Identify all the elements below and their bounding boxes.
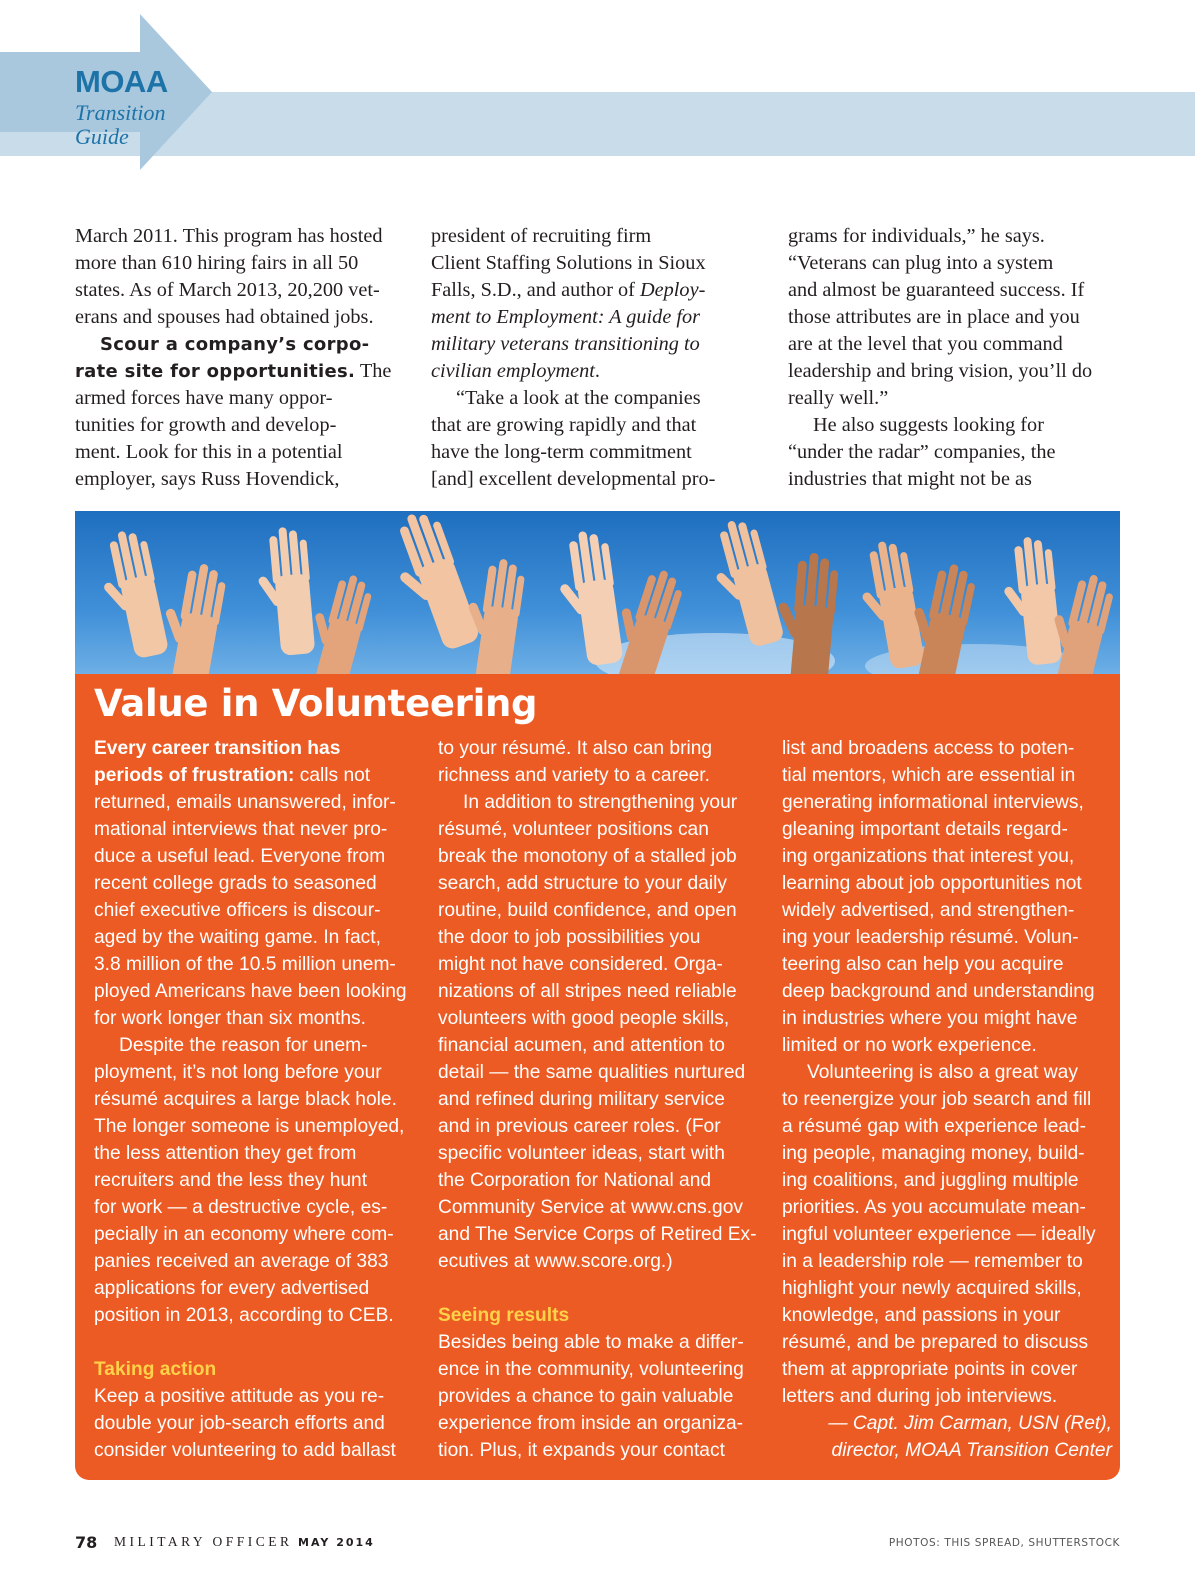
text-line: Besides being able to make a differ- — [438, 1332, 744, 1353]
text-line: highlight your newly acquired skills, — [782, 1278, 1082, 1299]
text-line: detail — the same qualities nurtured — [438, 1062, 746, 1083]
text-line: tunities for growth and develop- — [75, 414, 337, 436]
text-line — [431, 358, 766, 385]
lead-in-bold: periods of frustration: — [94, 765, 295, 786]
text-line: and The Service Corps of Retired Ex- — [438, 1224, 757, 1245]
text-line: ing organizations that interest you, — [782, 846, 1075, 867]
text-line: are at the level that you command — [788, 333, 1063, 355]
text-line — [431, 277, 766, 304]
text-line — [94, 762, 424, 789]
brand-logo: MOAA — [75, 64, 168, 99]
text-line: ployed Americans have been looking — [94, 981, 407, 1002]
text-line: the door to job possibilities you — [438, 927, 701, 948]
text-line: “under the radar” companies, the — [788, 441, 1056, 463]
text-line: provides a chance to gain valuable — [438, 1386, 734, 1407]
text-line: leadership and bring vision, you’ll do — [788, 360, 1093, 382]
text-line: list and broadens access to poten- — [782, 738, 1075, 759]
book-title: Deploy- — [640, 279, 706, 301]
text-line: employer, says Russ Hovendick, — [75, 468, 340, 490]
text-line: recruiters and the less they hunt — [94, 1170, 368, 1191]
text-line: ing coalitions, and juggling multiple — [782, 1170, 1079, 1191]
text-line: 3.8 million of the 10.5 million unem- — [94, 954, 396, 975]
text-line: in industries where you might have — [782, 1008, 1078, 1029]
text-line: double your job-search efforts and — [94, 1413, 385, 1434]
text-line: recent college grads to seasoned — [94, 873, 377, 894]
text-line: letters and during job interviews. — [782, 1386, 1058, 1407]
text-line: that are growing rapidly and that — [431, 414, 697, 436]
section-kicker: Scour a company’s corpo- — [100, 334, 370, 355]
text-line: Client Staffing Solutions in Sioux — [431, 252, 706, 274]
text-fragment: Falls, S.D., and author of — [431, 279, 635, 301]
brand-subtitle-line1: Transition — [75, 100, 166, 125]
text-line: résumé, volunteer positions can — [438, 819, 709, 840]
text-line: those attributes are in place and you — [788, 306, 1080, 328]
text-line: the Corporation for National and — [438, 1170, 712, 1191]
text-line: industries that might not be as — [788, 468, 1032, 490]
text-line: résumé, and be prepared to discuss — [782, 1332, 1089, 1353]
author-title: director, MOAA Transition Center — [831, 1440, 1112, 1461]
text-line: for work longer than six months. — [94, 1008, 366, 1029]
text-line: Despite the reason for unem- — [119, 1035, 368, 1056]
text-line: aged by the waiting game. In fact, — [94, 927, 381, 948]
section-kicker: rate site for opportunities. — [75, 361, 356, 382]
sidebar-column-2 — [438, 735, 768, 1464]
text-line: Community Service at www.cns.gov — [438, 1197, 743, 1218]
text-line: He also suggests looking for — [813, 414, 1044, 436]
subhead-seeing-results: Seeing results — [438, 1305, 570, 1326]
text-line: grams for individuals,” he says. — [788, 225, 1045, 247]
text-line: March 2011. This program has hosted — [75, 225, 383, 247]
brand-subtitle-line2: Guide — [75, 124, 129, 149]
text-line: tial mentors, which are essential in — [782, 765, 1076, 786]
text-line: for work — a destructive cycle, es- — [94, 1197, 388, 1218]
text-line: “Take a look at the companies — [456, 387, 701, 409]
text-line: [and] excellent developmental pro- — [431, 468, 716, 490]
article-column-1 — [75, 223, 410, 493]
text-line: position in 2013, according to CEB. — [94, 1305, 394, 1326]
text-line: experience from inside an organiza- — [438, 1413, 744, 1434]
text-line: search, add structure to your daily — [438, 873, 728, 894]
text-line: nizations of all stripes need reliable — [438, 981, 737, 1002]
text-line: to reenergize your job search and fill — [782, 1089, 1092, 1110]
text-line: more than 610 hiring fairs in all 50 — [75, 252, 359, 274]
text-line: gleaning important details regard- — [782, 819, 1068, 840]
text-line: pecially in an economy where com- — [94, 1224, 394, 1245]
text-line: routine, build confidence, and open — [438, 900, 737, 921]
text-line: them at appropriate points in cover — [782, 1359, 1078, 1380]
text-line: and in previous career roles. (For — [438, 1116, 721, 1137]
book-title: ment to Employment: A guide for — [431, 306, 701, 328]
text-line: volunteers with good people skills, — [438, 1008, 730, 1029]
author-signature: — Capt. Jim Carman, USN (Ret), — [828, 1413, 1112, 1434]
text-line: “Veterans can plug into a system — [788, 252, 1054, 274]
text-line: ence in the community, volunteering — [438, 1359, 744, 1380]
text-line: deep background and understanding — [782, 981, 1095, 1002]
text-line: résumé acquires a large black hole. — [94, 1089, 397, 1110]
text-fragment: calls not — [299, 765, 371, 786]
text-line: ployment, it’s not long before your — [94, 1062, 382, 1083]
text-line: specific volunteer ideas, start with — [438, 1143, 725, 1164]
text-line: tion. Plus, it expands your contact — [438, 1440, 725, 1461]
text-line: applications for every advertised — [94, 1278, 370, 1299]
lead-in — [94, 735, 424, 762]
text-line: Volunteering is also a great way — [807, 1062, 1078, 1083]
text-line: duce a useful lead. Everyone from — [94, 846, 386, 867]
raised-hands-photo — [75, 511, 1120, 676]
subhead-taking-action: Taking action — [94, 1359, 217, 1380]
text-line: mational interviews that never pro- — [94, 819, 388, 840]
issue-date: MAY 2014 — [298, 1536, 375, 1549]
text-line: chief executive officers is discour- — [94, 900, 381, 921]
text-line: armed forces have many oppor- — [75, 387, 333, 409]
text-line: ment. Look for this in a potential — [75, 441, 343, 463]
text-line: consider volunteering to add ballast — [94, 1440, 396, 1461]
sidebar-column-3 — [782, 735, 1112, 1464]
text-line: and refined during military service — [438, 1089, 725, 1110]
text-line: generating informational interviews, — [782, 792, 1084, 813]
text-line: ing people, managing money, build- — [782, 1143, 1085, 1164]
text-line: limited or no work experience. — [782, 1035, 1037, 1056]
text-line: have the long-term commitment — [431, 441, 692, 463]
text-line: In addition to strengthening your — [463, 792, 738, 813]
text-line: a résumé gap with experience lead- — [782, 1116, 1086, 1137]
text-line: president of recruiting firm — [431, 225, 652, 247]
text-line: priorities. As you accumulate mean- — [782, 1197, 1086, 1218]
text-line: panies received an average of 383 — [94, 1251, 389, 1272]
text-line: to your résumé. It also can bring — [438, 738, 713, 759]
text-line — [75, 358, 410, 385]
text-line: states. As of March 2013, 20,200 vet- — [75, 279, 380, 301]
text-line: returned, emails unanswered, infor- — [94, 792, 396, 813]
text-line: in a leadership role — remember to — [782, 1251, 1083, 1272]
photo-credit: PHOTOS: THIS SPREAD, SHUTTERSTOCK — [888, 1537, 1120, 1549]
text-line: erans and spouses had obtained jobs. — [75, 306, 374, 328]
text-fragment: The — [359, 360, 392, 382]
article-column-2 — [431, 223, 766, 493]
lead-in-bold: Every career transition has — [94, 738, 341, 759]
text-line: knowledge, and passions in your — [782, 1305, 1061, 1326]
text-line: teering also can help you acquire — [782, 954, 1064, 975]
text-line: the less attention they get from — [94, 1143, 357, 1164]
text-line: financial acumen, and attention to — [438, 1035, 725, 1056]
book-title: civilian employment — [431, 360, 595, 382]
book-title: military veterans transitioning to — [431, 333, 700, 355]
text-fragment: . — [594, 360, 600, 382]
text-line: learning about job opportunities not — [782, 873, 1082, 894]
sidebar-column-1 — [94, 735, 424, 1464]
text-line: ecutives at www.score.org.) — [438, 1251, 673, 1272]
text-line: ing your leadership résumé. Volun- — [782, 927, 1079, 948]
page-number: 78 — [75, 1533, 98, 1552]
sidebar-title: Value in Volunteering — [94, 682, 538, 725]
text-line: really well.” — [788, 387, 889, 409]
article-column-3 — [788, 223, 1123, 493]
magazine-name: MILITARY OFFICER — [114, 1534, 293, 1549]
paragraph-gap — [438, 1275, 768, 1302]
text-line: richness and variety to a career. — [438, 765, 710, 786]
text-line: might not have considered. Orga- — [438, 954, 723, 975]
text-line: The longer someone is unemployed, — [94, 1116, 405, 1137]
paragraph-gap — [94, 1329, 424, 1356]
text-line: widely advertised, and strengthen- — [782, 900, 1075, 921]
text-line: ingful volunteer experience — ideally — [782, 1224, 1096, 1245]
text-line: and almost be guaranteed success. If — [788, 279, 1085, 301]
text-line: Keep a positive attitude as you re- — [94, 1386, 385, 1407]
text-line: break the monotony of a stalled job — [438, 846, 737, 867]
